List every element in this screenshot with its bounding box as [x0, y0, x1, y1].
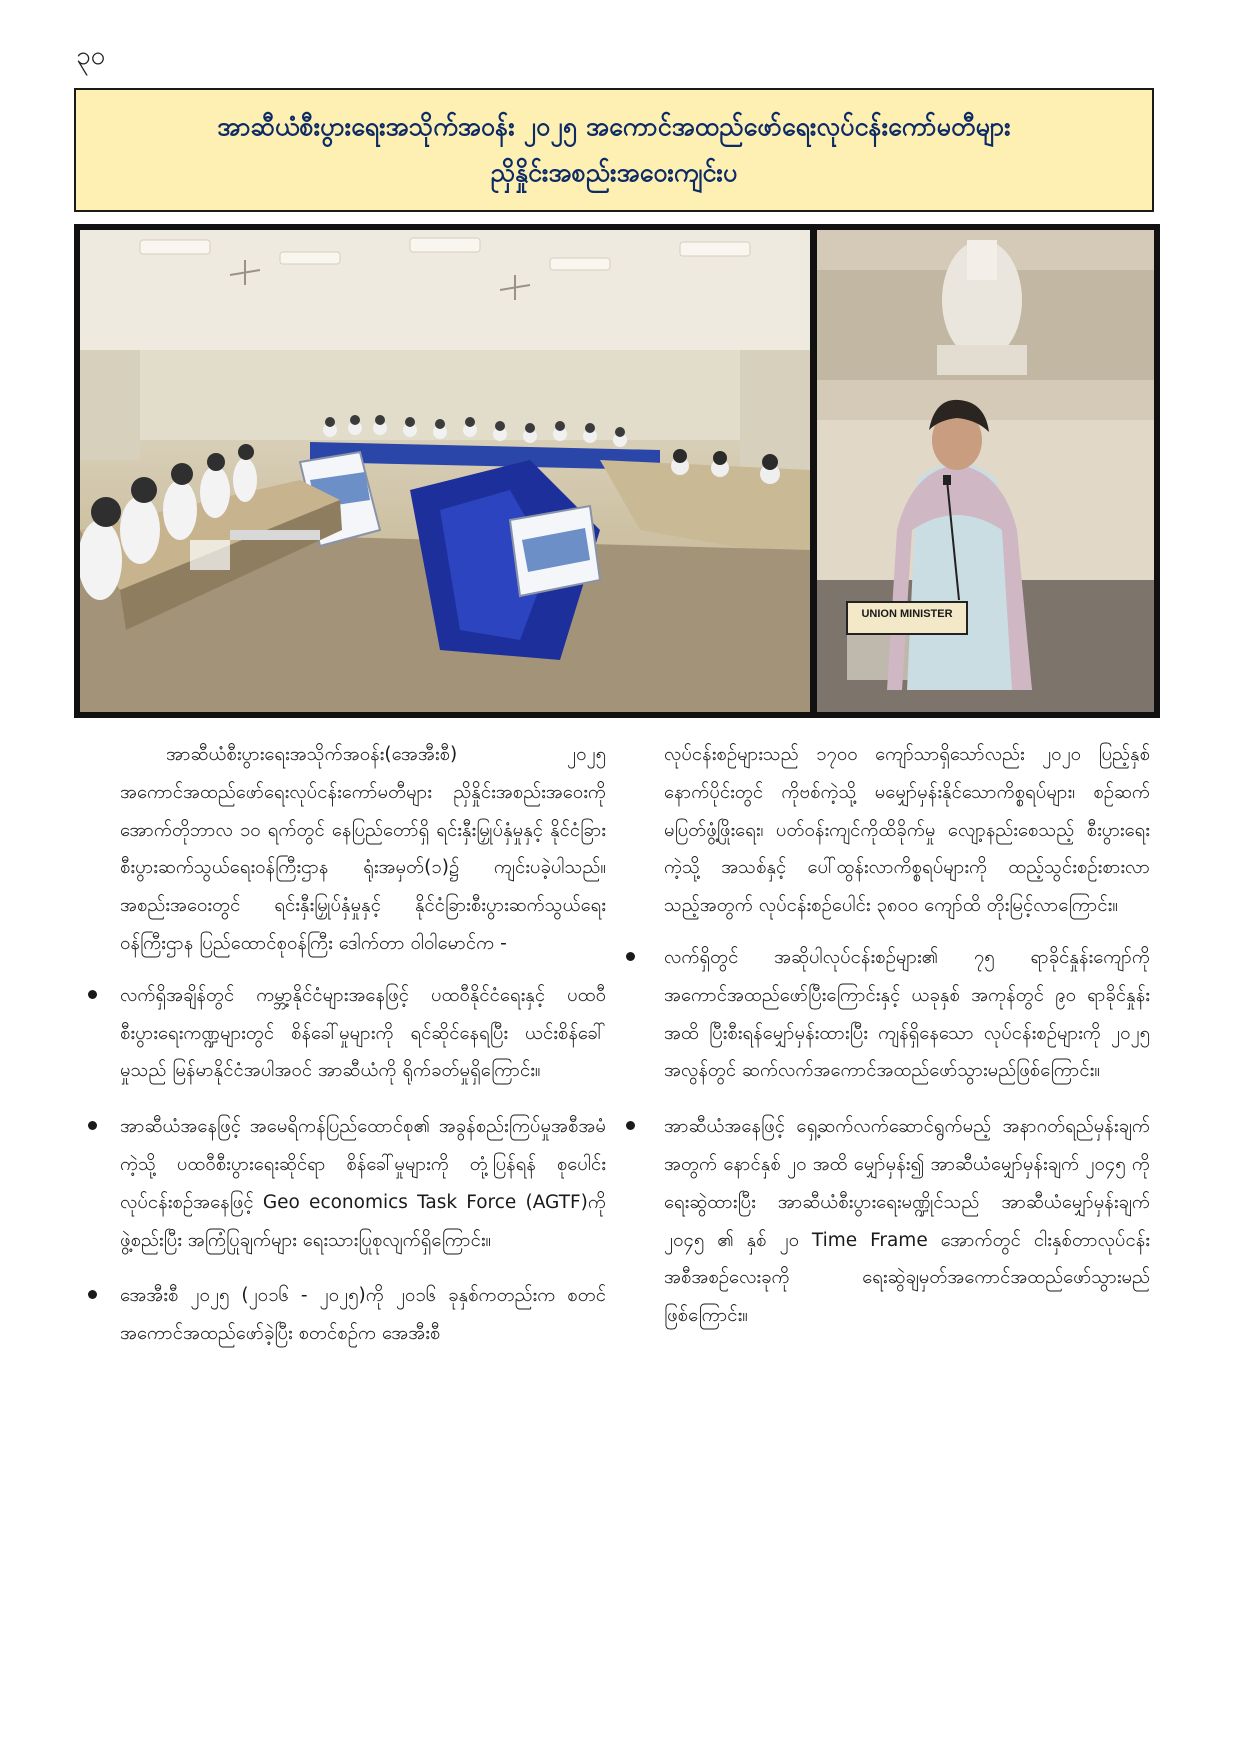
bullet-text: အာဆီယံအနေဖြင့် အမေရိကန်ပြည်ထောင်စု၏ အခွန်စည်းကြပ်မှုအစီအမံကဲ့သို့ ပထဝီစီးပွားရေးဆိုင်ရာ စိန်ခေါ်မှုများကို တုံ့ပြန်ရန် စုပေါင်းလုပ်ငန်းစဉ်အနေဖြင့် Geo economics Task Force (AGTF)ကို ဖွဲ့စည်းပြီး အကြံပြုချက်များ ရေးသားပြုစုလျက်ရှိကြောင်း။: [120, 1116, 606, 1251]
bullet-icon: [626, 1121, 635, 1130]
union-minister-photo: [817, 230, 1154, 712]
bullet-icon: [88, 1121, 97, 1130]
bullet-text: အေအီးစီ ၂၀၂၅ (၂၀၁၆ - ၂၀၂၅)ကို ၂၀၁၆ ခုနှစ်ကတည်းက စတင်အကောင်အထည်ဖော်ခဲ့ပြီး စတင်စဉ်က အေအီးစီ: [120, 1285, 606, 1345]
continued-paragraph: လုပ်ငန်းစဉ်များသည် ၁၇၀၀ ကျော်သာရှိသော်လည်း ၂၀၂၀ ပြည့်နှစ်နောက်ပိုင်းတွင် ကိုဗစ်ကဲ့သို့ မမျှော်မှန်းနိုင်သောကိစ္စရပ်များ၊ စဉ်ဆက်မပြတ်ဖွံ့ဖြိုးရေး၊ ပတ်ဝန်းကျင်ကိုထိခိုက်မှု လျော့နည်းစေသည့် စီးပွားရေးကဲ့သို့ အသစ်နှင့် ပေါ်ထွန်းလာကိစ္စရပ်များကို ထည့်သွင်းစဉ်းစားလာသည့်အတွက် လုပ်ငန်းစဉ်ပေါင်း ၃၈၀၀ ကျော်ထိ တိုးမြင့်လာကြောင်း။: [664, 744, 1150, 917]
page-number: ၃၀: [76, 41, 106, 71]
meeting-hall-photo: [80, 230, 810, 712]
bullet-text: အာဆီယံအနေဖြင့် ရှေ့ဆက်လက်ဆောင်ရွက်မည့် အနာဂတ်ရည်မှန်းချက်အတွက် နောင်နှစ် ၂၀ အထိ မျှော်မှန်း၍ အာဆီယံမျှော်မှန်းချက် ၂၀၄၅ ကို ရေးဆွဲထားပြီး အာဆီယံစီးပွားရေးမဏ္ဍိုင်သည် အာဆီယံမျှော်မှန်းချက် ၂၀၄၅ ၏ နှစ် ၂၀ Time Frame အောက်တွင် ငါးနှစ်တာလုပ်ငန်းအစီအစဉ်လေးခုကို ရေးဆွဲချမှတ်အကောင်အထည်ဖော်သွားမည်ဖြစ်ကြောင်း။: [664, 1116, 1150, 1327]
minister-illustration: [817, 230, 1154, 712]
bullet-item: [120, 977, 606, 1090]
headline-line-1: အာဆီယံစီးပွားရေးအသိုက်အဝန်း ၂၀၂၅ အကောင်အထည်ဖော်ရေးလုပ်ငန်းကော်မတီများ: [217, 112, 1011, 141]
article-right-column: [664, 736, 1150, 1353]
bullet-icon: [88, 990, 97, 999]
article-left-column: [120, 736, 606, 1371]
bullet-item: [664, 939, 1150, 1090]
bullet-text: လက်ရှိအချိန်တွင် ကမ္ဘာ့နိုင်ငံများအနေဖြင့် ပထဝီနိုင်ငံရေးနှင့် ပထဝီစီးပွားရေးကဏ္ဍများတွင် စိန်ခေါ်မှုများကို ရင်ဆိုင်နေရပြီး ယင်းစိန်ခေါ်မှုသည် မြန်မာနိုင်ငံအပါအဝင် အာဆီယံကို ရိုက်ခတ်မှုရှိကြောင်း။: [120, 984, 606, 1082]
bullet-icon: [88, 1290, 97, 1299]
headline-line-2: ညှိနှိုင်းအစည်းအဝေးကျင်းပ: [490, 158, 738, 187]
intro-paragraph: အာဆီယံစီးပွားရေးအသိုက်အဝန်း(အေအီးစီ) ၂၀၂၅ အကောင်အထည်ဖော်ရေးလုပ်ငန်းကော်မတီများ ညှိနှိုင်းအစည်းအဝေးကို အောက်တိုဘာလ ၁၀ ရက်တွင် နေပြည်တော်ရှိ ရင်းနှီးမြှုပ်နှံမှုနှင့် နိုင်ငံခြားစီးပွားဆက်သွယ်ရေးဝန်ကြီးဌာန ရုံးအမှတ်(၁)၌ ကျင်းပခဲ့ပါသည်။ အစည်းအဝေးတွင် ရင်းနှီးမြှုပ်နှံမှုနှင့် နိုင်ငံခြားစီးပွားဆက်သွယ်ရေးဝန်ကြီးဌာန ပြည်ထောင်စုဝန်ကြီး ဒေါက်တာ ဝါဝါမောင်က -: [120, 744, 606, 954]
bullet-icon: [626, 952, 635, 961]
headline-box: [74, 88, 1154, 212]
nameplate-text: UNION MINISTER: [861, 608, 953, 620]
bullet-item: [120, 1277, 606, 1353]
bullet-text: လက်ရှိတွင် အဆိုပါလုပ်ငန်းစဉ်များ၏ ၇၅ ရာခိုင်နှုန်းကျော်ကို အကောင်အထည်ဖော်ပြီးကြောင်းနှင့် ယခုနှစ် အကုန်တွင် ၉၀ ရာခိုင်နှုန်းအထိ ပြီးစီးရန်မျှော်မှန်းထားပြီး ကျန်ရှိနေသော လုပ်ငန်းစဉ်များကို ၂၀၂၅ အလွန်တွင် ဆက်လက်အကောင်အထည်ဖော်သွားမည်ဖြစ်ကြောင်း။: [664, 946, 1150, 1082]
meeting-hall-illustration: [80, 230, 810, 712]
bullet-item: [120, 1108, 606, 1259]
bullet-item: [664, 1108, 1150, 1335]
photo-strip: [74, 224, 1160, 718]
